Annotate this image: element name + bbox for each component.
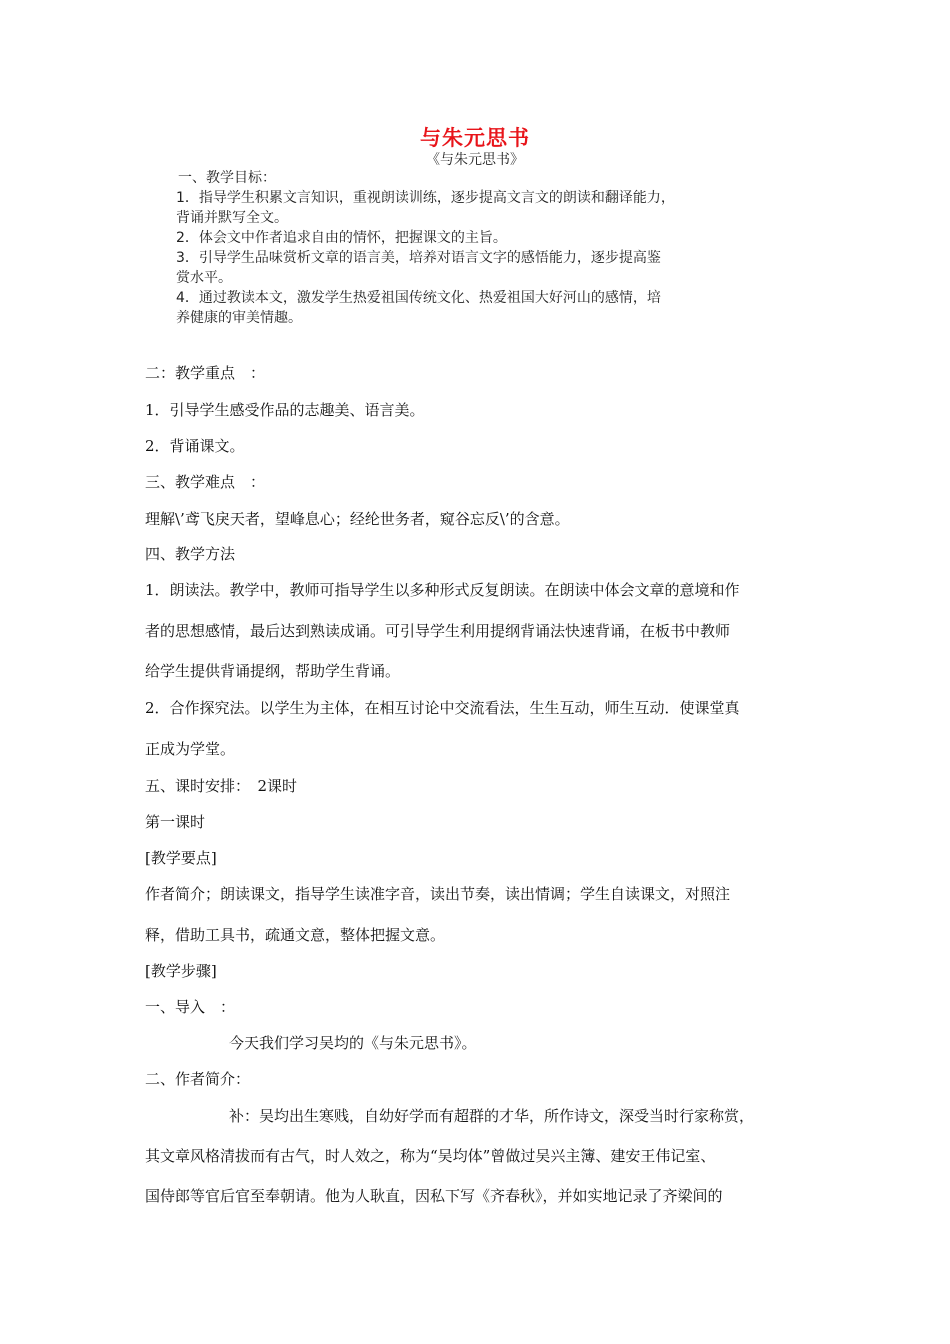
heading-schedule: 五、课时安排： 2课时 (145, 777, 298, 795)
paragraph-line: 作者简介；朗读课文，指导学生读准字音，读出节奏，读出情调；学生自读课文，对照注 (145, 885, 731, 903)
objective-line: 背诵并默写全文。 (176, 210, 288, 226)
heading-difficulties: 三、教学难点 ： (145, 473, 266, 491)
paragraph-line: 者的思想感情，最后达到熟读成诵。可引导学生利用提纲背诵法快速背诵，在板书中教师 (145, 622, 731, 640)
document-title: 与朱元思书 (420, 126, 530, 150)
paragraph-line: 2．合作探究法。以学生为主体，在相互讨论中交流看法，生生互动，师生互动．使课堂真 (145, 699, 740, 717)
paragraph-line: 理解\’鸢飞戾天者，望峰息心；经纶世务者，窥谷忘反\’的含意。 (145, 510, 570, 528)
paragraph-line: 补：吴均出生寒贱，自幼好学而有超群的才华，所作诗文，深受当时行家称赏， (229, 1107, 755, 1125)
paragraph-line: 今天我们学习吴均的《与朱元思书》。 (229, 1034, 477, 1052)
paragraph-line: 正成为学堂。 (145, 740, 236, 758)
objective-line: 3．引导学生品味赏析文章的语言美，培养对语言文字的感悟能力，逐步提高鉴 (176, 250, 661, 266)
heading-key-points: 二：教学重点 ： (145, 364, 266, 382)
paragraph-line: 1．引导学生感受作品的志趣美、语言美。 (145, 401, 425, 419)
heading-lesson-points: [教学要点] (145, 849, 217, 867)
heading-methods: 四、教学方法 (145, 545, 236, 563)
paragraph-line: 国侍郎等官后官至奉朝请。他为人耿直，因私下写《齐春秋》，并如实地记录了齐梁间的 (145, 1187, 723, 1205)
heading-author-intro: 二、作者简介： (145, 1070, 251, 1088)
paragraph-line: 给学生提供背诵提纲，帮助学生背诵。 (145, 662, 401, 680)
objective-line: 2．体会文中作者追求自由的情怀，把握课文的主旨。 (176, 230, 507, 246)
paragraph-line: 2．背诵课文。 (145, 437, 245, 455)
document-subtitle: 《与朱元思书》 (426, 152, 524, 168)
objectives-section (176, 168, 736, 328)
objectives-heading: 一、教学目标： (178, 170, 276, 186)
objective-line: 4．通过教读本文，激发学生热爱祖国传统文化、热爱祖国大好河山的感情，培 (176, 290, 661, 306)
paragraph-line: 1．朗读法。教学中，教师可指导学生以多种形式反复朗读。在朗读中体会文章的意境和作 (145, 581, 740, 599)
heading-lesson-steps: [教学步骤] (145, 962, 217, 980)
paragraph-line: 释，借助工具书，疏通文意，整体把握文意。 (145, 926, 446, 944)
heading-introduction: 一、导入 ： (145, 998, 236, 1016)
objective-line: 养健康的审美情趣。 (176, 310, 302, 326)
objective-line: 1．指导学生积累文言知识，重视朗读训练，逐步提高文言文的朗读和翻译能力， (176, 190, 675, 206)
paragraph-line: 其文章风格清拔而有古气，时人效之，称为“吴均体”曾做过吴兴主簿、建安王伟记室、 (145, 1147, 716, 1165)
heading-first-lesson: 第一课时 (145, 813, 206, 831)
objective-line: 赏水平。 (176, 270, 232, 286)
